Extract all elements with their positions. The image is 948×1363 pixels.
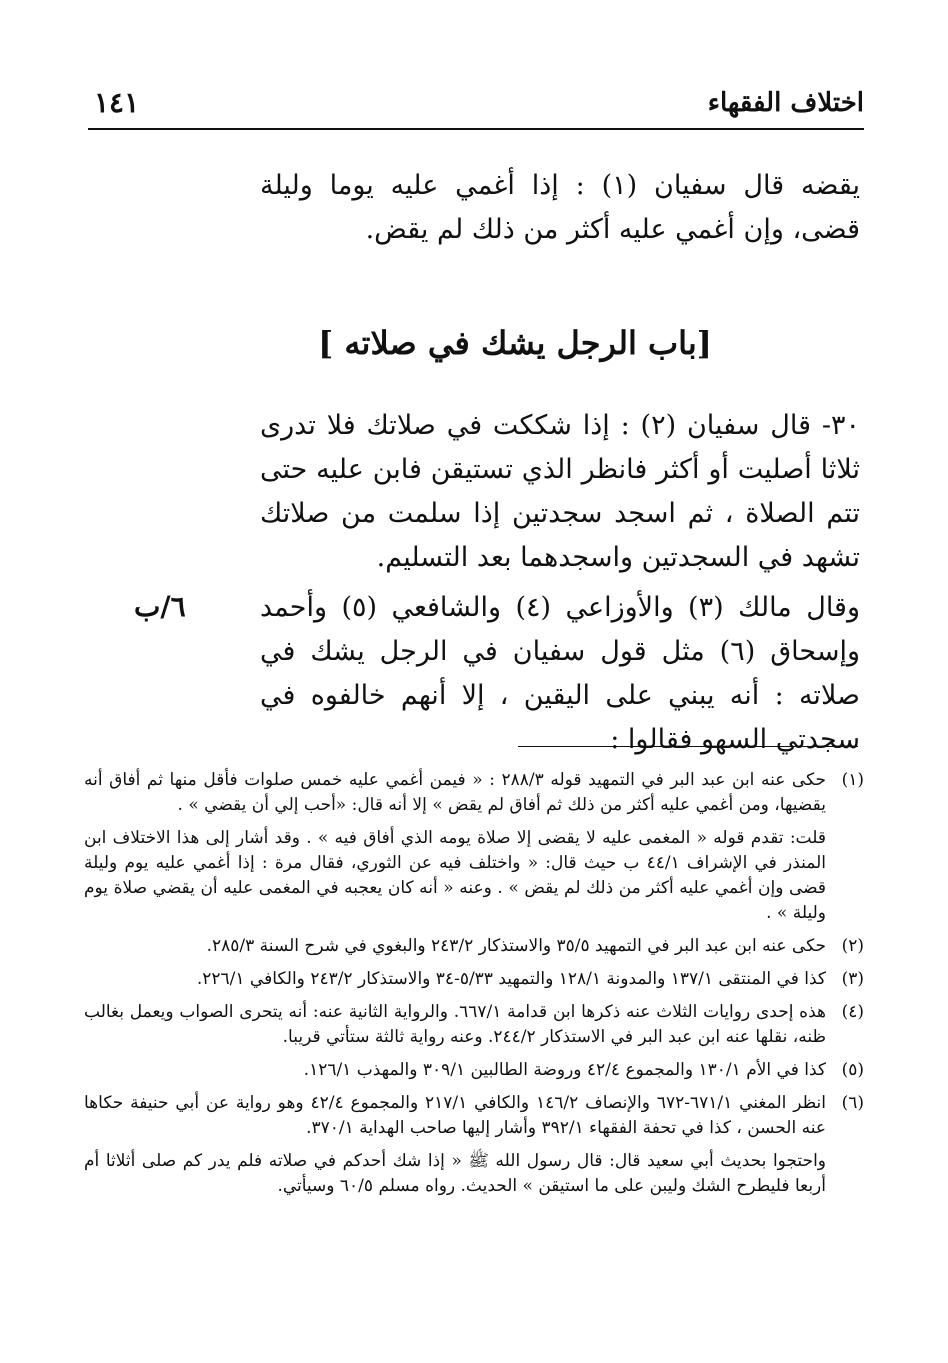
footnote-3	[84, 967, 864, 992]
intro-paragraph: يقضه قال سفيان (١) : إذا أغمي عليه يوما وليلة قضى، وإن أغمي عليه أكثر من ذلك لم يقض.	[260, 170, 861, 245]
margin-folio-reference: ٦/ب	[134, 590, 186, 623]
footnote-text: كذا في الأم ١٣٠/١ والمجموع ٤٢/٤ وروضة الطالبين ٣٠٩/١ والمهذب ١٢٦/١.	[303, 1060, 826, 1080]
section-title: [باب الرجل يشك في صلاته ]	[318, 324, 712, 362]
footnote-number: (٣)	[841, 969, 864, 989]
footnote-1-continuation: قلت: تقدم قوله « المغمى عليه لا يقضى إلا صلاة يومه الذي أفاق فيه » . وقد أشار إلى هذا الاختلاف ابن المنذر في الإشراف ٤٤/١ ب حيث قال: « واختلف فيه عن الثوري، فقال مرة : إذا أغمي عليه يوم وليلة قضى وإن أغمي عليه أكثر من ذلك لم يقض » . وعنه « أنه كان يعجبه في المغمى عليه أن يقضي صلاة يوم وليلة » .	[84, 828, 826, 923]
footnotes	[84, 768, 864, 1207]
footnote-text: هذه إحدى روايات الثلاث عنه ذكرها ابن قدامة ٦٦٧/١. والرواية الثانية عنه: أنه يتحرى الصواب ويعمل بغالب ظنه، نقلها عنه ابن عبد البر في الاستذكار ٢٤٤/٢. وعنه رواية ثالثة ستأتي قريبا.	[84, 1002, 826, 1047]
footnote-5	[84, 1058, 864, 1083]
footnote-6	[84, 1091, 864, 1141]
footnote-4	[84, 1000, 864, 1050]
paragraph-malik: وقال مالك (٣) والأوزاعي (٤) والشافعي (٥) وأحمد وإسحاق (٦) مثل قول سفيان في الرجل يشك في صلاته : أنه يبني على اليقين ، إلا أنهم خالفوه في سجدتي السهو فقالوا :	[260, 592, 860, 755]
footnote-number: (١)	[841, 770, 864, 790]
footnote-divider	[518, 746, 858, 747]
footnote-text: كذا في المنتقى ١٣٧/١ والمدونة ١٢٨/١ والتمهيد ٥/٣٣-٣٤ والاستذكار ٢٤٣/٢ والكافي ٢٢٦/١.	[196, 969, 826, 989]
footnote-number: (٥)	[841, 1060, 864, 1080]
footnote-number: (٦)	[841, 1093, 864, 1113]
page-number: ١٤١	[94, 86, 140, 119]
footnote-number: (٢)	[841, 936, 864, 956]
paragraph-30: ٣٠- قال سفيان (٢) : إذا شككت في صلاتك فلا تدرى ثلاثا أصليت أو أكثر فانظر الذي تستيقن فابن عليه حتى تتم الصلاة ، ثم اسجد سجدتين إذا سلمت من صلاتك تشهد في السجدتين واسجدهما بعد التسليم.	[260, 410, 860, 573]
footnote-text: حكى عنه ابن عبد البر في التمهيد ٣٥/٥ والاستذكار ٢٤٣/٢ والبغوي في شرح السنة ٢٨٥/٣.	[206, 936, 826, 956]
footnote-1	[84, 768, 864, 818]
running-header	[88, 84, 864, 130]
footnote-2	[84, 934, 864, 959]
header-title: اختلاف الفقهاء	[707, 88, 864, 118]
footnote-text: حكى عنه ابن عبد البر في التمهيد قوله ٢٨٨/٣ : « فيمن أغمي عليه خمس صلوات فأقل منها ثم أفاق أنه يقضيها، ومن أغمي عليه أكثر من ذلك ثم أفاق لم يقض » إلا أنه قال: «أحب إلي أن يقضي » .	[84, 770, 826, 815]
footnote-number: (٤)	[841, 1002, 864, 1022]
footnote-6-continuation: واحتجوا بحديث أبي سعيد قال: قال رسول الله ﷺ « إذا شك أحدكم في صلاته فلم يدر كم صلى أثلاثا أم أربعا فليطرح الشك وليبن على ما استيقن » الحديث. رواه مسلم ٦٠/٥ وسيأتي.	[84, 1151, 826, 1196]
footnote-text: انظر المغني ٦٧١/١-٦٧٢ والإنصاف ١٤٦/٢ والكافي ٢١٧/١ والمجموع ٤٢/٤ وهو رواية عن أبي حنيفة حكاها عنه الحسن ، كذا في تحفة الفقهاء ٣٩٢/١ وأشار إليها صاحب الهداية ٣٧٠/١.	[84, 1093, 827, 1138]
